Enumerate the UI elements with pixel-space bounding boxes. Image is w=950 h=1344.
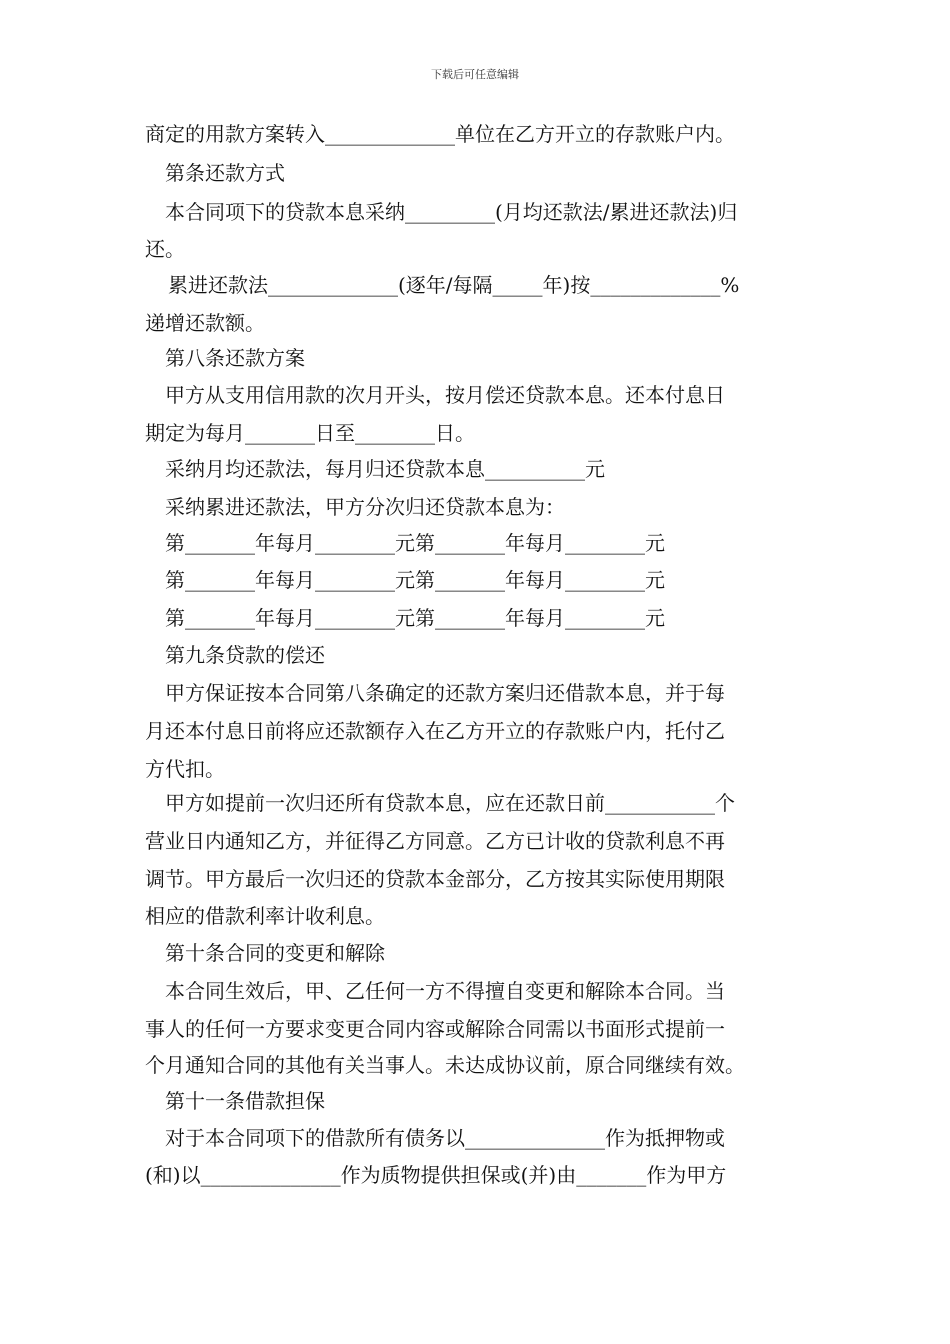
text-line: 本合同生效后，甲、乙任何一方不得擅自变更和解除本合同。当 (165, 979, 725, 1003)
text-line: 对于本合同项下的借款所有债务以______________作为抵押物或 (165, 1126, 725, 1150)
section-heading: 第九条贷款的偿还 (165, 643, 325, 667)
text-line: 采纳月均还款法，每月归还贷款本息__________元 (165, 457, 605, 481)
section-heading: 第十条合同的变更和解除 (165, 941, 385, 965)
repayment-row: 第_______年每月________元第_______年每月________元 (165, 531, 665, 555)
repayment-row: 第_______年每月________元第_______年每月________元 (165, 568, 665, 592)
text-line: 累进还款法_____________(逐年/每隔_____年)按_____________% (168, 273, 740, 297)
text-line: 甲方如提前一次归还所有贷款本息，应在还款日前___________个 (165, 791, 735, 815)
text-line: 事人的任何一方要求变更合同内容或解除合同需以书面形式提前一 (145, 1017, 725, 1041)
section-heading: 第八条还款方案 (165, 346, 305, 370)
text-line: 商定的用款方案转入_____________单位在乙方开立的存款账户内。 (145, 122, 735, 146)
text-line: (和)以______________作为质物提供担保或(并)由_______作为甲方 (145, 1163, 727, 1187)
text-line: 方代扣。 (145, 757, 225, 781)
repayment-row: 第_______年每月________元第_______年每月________元 (165, 606, 665, 630)
text-line: 甲方保证按本合同第八条确定的还款方案归还借款本息，并于每 (165, 681, 725, 705)
text-line: 甲方从支用信用款的次月开头，按月偿还贷款本息。还本付息日 (165, 383, 725, 407)
page-header: 下载后可任意编辑 (431, 68, 519, 81)
text-line: 递增还款额。 (145, 311, 265, 335)
section-heading: 第条还款方式 (165, 161, 285, 185)
text-line: 本合同项下的贷款本息采纳_________(月均还款法/累进还款法)归 (165, 200, 738, 224)
text-line: 采纳累进还款法，甲方分次归还贷款本息为： (165, 495, 565, 519)
text-line: 调节。甲方最后一次归还的贷款本金部分，乙方按其实际使用期限 (145, 867, 725, 891)
text-line: 个月通知合同的其他有关当事人。未达成协议前，原合同继续有效。 (145, 1053, 745, 1077)
section-heading: 第十一条借款担保 (165, 1089, 325, 1113)
text-line: 相应的借款利率计收利息。 (145, 904, 385, 928)
text-line: 还。 (145, 237, 185, 261)
text-line: 月还本付息日前将应还款额存入在乙方开立的存款账户内，托付乙 (145, 719, 725, 743)
text-line: 营业日内通知乙方，并征得乙方同意。乙方已计收的贷款利息不再 (145, 829, 725, 853)
text-line: 期定为每月_______日至________日。 (145, 421, 475, 445)
